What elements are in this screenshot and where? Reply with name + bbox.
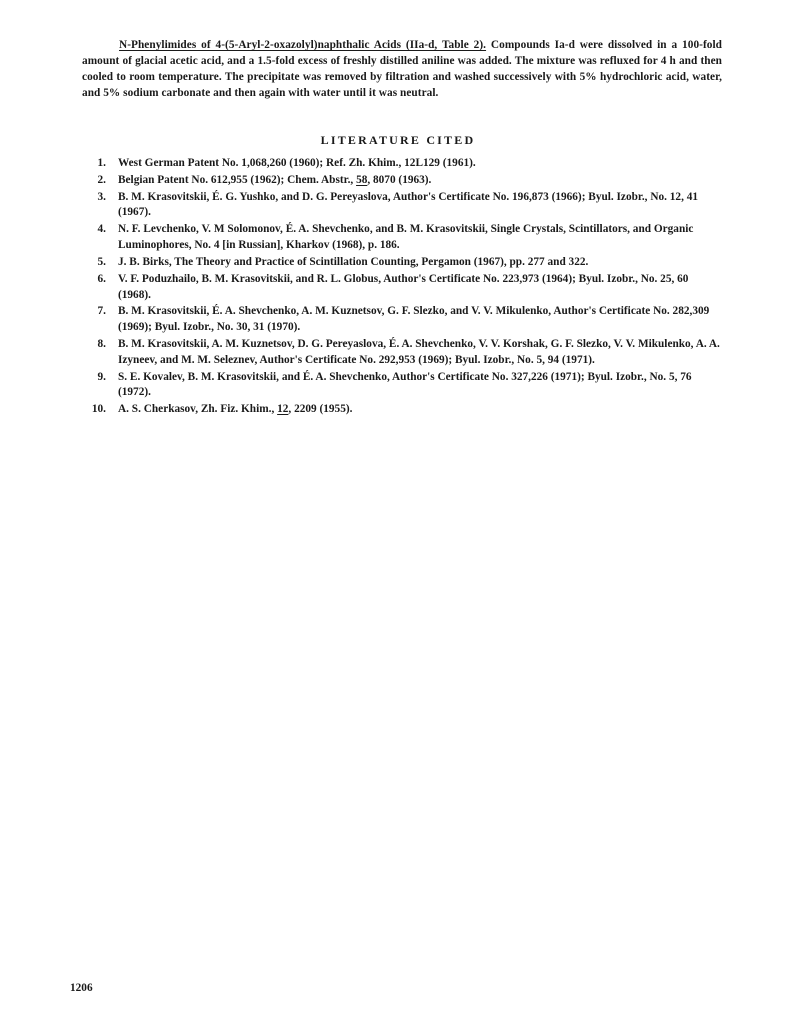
reference-number: 6. (97, 272, 106, 285)
experimental-paragraph (82, 37, 722, 101)
reference-number: 9. (97, 370, 106, 383)
reference-list (82, 156, 722, 419)
reference-text: V. F. Poduzhailo, B. M. Krasovitskii, and R. L. Globus, Author's Certificate No. 223,973 (1964); Byul. Izobr., No. 25, 60 (1968). (118, 272, 689, 301)
reference-item (82, 402, 722, 418)
reference-text: B. M. Krasovitskii, É. A. Shevchenko, A. M. Kuznetsov, G. F. Slezko, and V. V. Mikulenko, Author's Certificate No. 282,309 (1969); Byul. Izobr., No. 30, 31 (1970). (118, 305, 710, 334)
reference-number: 8. (97, 338, 106, 351)
reference-item (82, 173, 722, 189)
reference-number: 7. (97, 305, 106, 318)
reference-item (82, 190, 722, 221)
reference-number: 3. (97, 190, 106, 203)
reference-item (82, 255, 722, 271)
reference-number: 5. (97, 255, 106, 268)
reference-text: B. M. Krasovitskii, A. M. Kuznetsov, D. G. Pereyaslova, É. A. Shevchenko, V. V. Korshak, G. F. Slezko, V. V. Mikulenko, A. A. Izyneev, and M. M. Seleznev, Author's Certificate No. 292,953 (1969); Byul. Izobr., No. 5, 94 (1971). (118, 338, 720, 366)
paragraph-body: Compounds Ia-d were dissolved in a 100-fold amount of glacial acetic acid, and a 1.5-fold excess of freshly distilled aniline was added. The mixture was refluxed for 4 h and then cooled to room temperature. The precipitate was removed by filtration and washed successively with 5% hydrochloric acid, water, and 5% sodium carbonate and then again with water until it was neutral. (82, 39, 722, 99)
literature-cited-heading: LITERATURE CITED (320, 133, 476, 147)
reference-text: Belgian Patent No. 612,955 (1962); Chem. Abstr., 58, 8070 (1963). (118, 173, 432, 186)
reference-item (82, 370, 722, 401)
page-number: 1206 (70, 982, 93, 994)
reference-item (82, 272, 722, 303)
reference-item (82, 222, 722, 253)
reference-text: West German Patent No. 1,068,260 (1960); Ref. Zh. Khim., 12L129 (1961). (118, 157, 476, 169)
reference-text: B. M. Krasovitskii, É. G. Yushko, and D. G. Pereyaslova, Author's Certificate No. 196,873 (1966); Byul. Izobr., No. 12, 41 (1967). (118, 190, 699, 219)
reference-text: S. E. Kovalev, B. M. Krasovitskii, and É. A. Shevchenko, Author's Certificate No. 327,226 (1971); Byul. Izobr., No. 5, 76 (1972). (118, 370, 692, 399)
reference-text: A. S. Cherkasov, Zh. Fiz. Khim., 12, 2209 (1955). (118, 403, 353, 416)
reference-text: J. B. Birks, The Theory and Practice of Scintillation Counting, Pergamon (1967), pp. 277 and 322. (118, 255, 589, 268)
reference-text: N. F. Levchenko, V. M Solomonov, É. A. Shevchenko, and B. M. Krasovitskii, Single Crystals, Scintillators, and Organic Luminophores, No. 4 [in Russian], Kharkov (1968), p. 186. (118, 223, 694, 252)
paragraph-heading: N-Phenylimides of 4-(5-Aryl-2-oxazolyl)naphthalic Acids (IIa-d, Table 2). (119, 39, 487, 51)
reference-number: 10. (91, 403, 106, 416)
reference-number: 2. (97, 173, 106, 186)
reference-number: 4. (97, 223, 106, 236)
reference-item (82, 337, 722, 368)
reference-item (82, 304, 722, 335)
reference-item (82, 156, 722, 172)
reference-number: 1. (97, 157, 106, 169)
volume-number: 58 (356, 173, 368, 186)
volume-number: 12 (277, 403, 289, 416)
